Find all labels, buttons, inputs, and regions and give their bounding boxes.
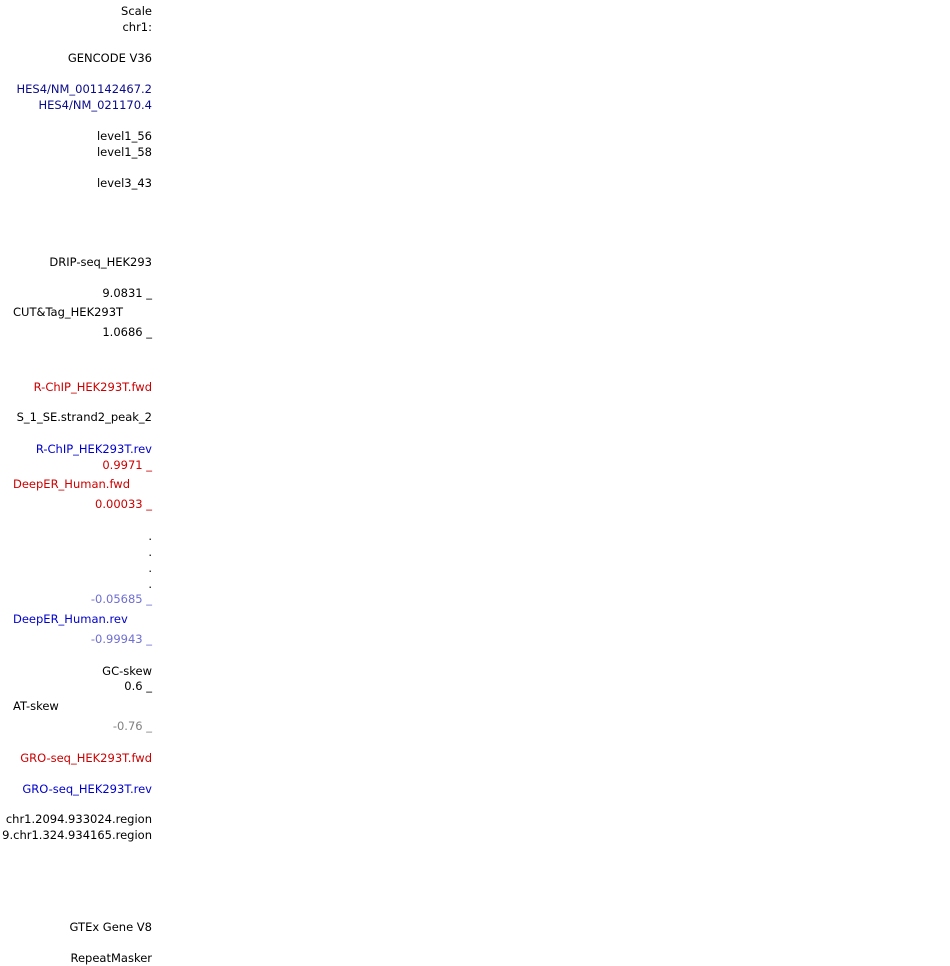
level1-56-label[interactable]: level1_56 (96, 129, 152, 143)
level3-43-label[interactable]: level3_43 (96, 176, 152, 190)
rchip-fwd-track-label[interactable]: R-ChIP_HEK293T.fwd (33, 380, 152, 394)
collapsed-dot-1: . (148, 529, 152, 543)
rchip-rev-track-label[interactable]: R-ChIP_HEK293T.rev (35, 442, 152, 456)
scale-label: Scale (121, 4, 152, 18)
collapsed-dot-3: . (148, 561, 152, 575)
deeper-fwd-max-value: 0.9971 _ (102, 458, 152, 472)
gtex-track-label[interactable]: GTEx Gene V8 (69, 920, 152, 934)
at-skew-min-value: -0.76 _ (112, 719, 152, 733)
cuttag-track-label[interactable]: CUT&Tag_HEK293T (13, 305, 124, 319)
drip-seq-track-label[interactable]: DRIP-seq_HEK293 (49, 255, 152, 269)
collapsed-dot-2: . (148, 545, 152, 559)
at-skew-track-label[interactable]: AT-skew (13, 699, 59, 713)
gc-skew-max-value: 0.6 _ (124, 679, 152, 693)
collapsed-dot-4: . (148, 577, 152, 591)
deeper-rev-min-value: -0.99943 _ (90, 632, 152, 646)
track-label-panel (0, 0, 160, 966)
chrom-position-label: chr1: (122, 20, 152, 34)
repeatmasker-track-label[interactable]: RepeatMasker (70, 951, 152, 965)
gencode-track-label[interactable]: GENCODE V36 (67, 51, 152, 65)
region-item-2-label[interactable]: 9.chr1.324.934165.region (2, 828, 152, 842)
cuttag-min-value: 1.0686 _ (102, 325, 152, 339)
region-item-1-label[interactable]: chr1.2094.933024.region (5, 812, 152, 826)
deeper-rev-max-value: -0.05685 _ (90, 592, 152, 606)
deeper-fwd-min-value: 0.00033 _ (95, 497, 152, 511)
deeper-rev-track-label[interactable]: DeepER_Human.rev (13, 612, 128, 626)
drip-seq-max-value: 9.0831 _ (102, 286, 152, 300)
gro-seq-fwd-track-label[interactable]: GRO-seq_HEK293T.fwd (20, 751, 152, 765)
peak-item-label[interactable]: S_1_SE.strand2_peak_2 (16, 410, 152, 424)
gro-seq-rev-track-label[interactable]: GRO-seq_HEK293T.rev (22, 782, 152, 796)
level1-58-label[interactable]: level1_58 (96, 145, 152, 159)
hes4-transcript-2-label[interactable]: HES4/NM_021170.4 (38, 98, 152, 112)
gc-skew-track-label[interactable]: GC-skew (102, 664, 152, 678)
deeper-fwd-track-label[interactable]: DeepER_Human.fwd (13, 477, 130, 491)
hes4-transcript-1-label[interactable]: HES4/NM_001142467.2 (16, 82, 152, 96)
track-image-area[interactable] (160, 0, 950, 966)
